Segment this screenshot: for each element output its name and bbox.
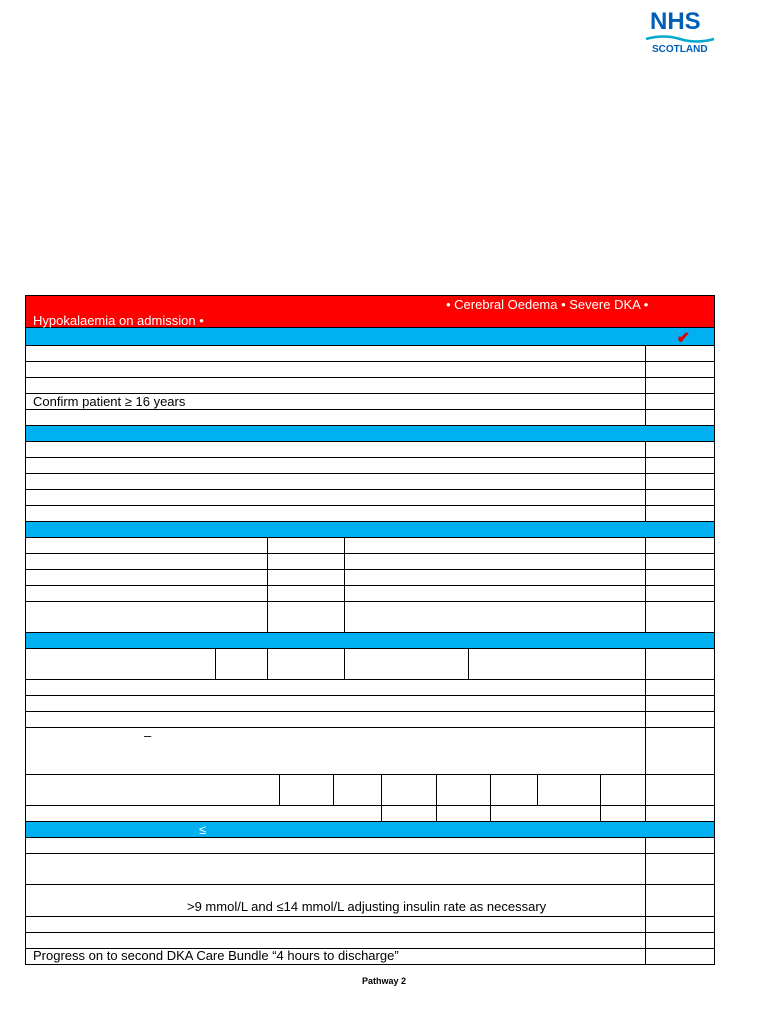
cell[interactable]	[344, 649, 345, 679]
check-cell[interactable]	[645, 917, 646, 932]
cell[interactable]	[436, 775, 437, 805]
check-cell[interactable]	[645, 602, 646, 632]
table-row	[25, 696, 715, 712]
check-cell[interactable]	[645, 806, 646, 821]
cell[interactable]	[381, 775, 382, 805]
table-row	[25, 570, 715, 586]
table-row	[25, 378, 715, 394]
check-cell[interactable]	[645, 378, 646, 393]
cell[interactable]	[279, 775, 280, 805]
check-cell[interactable]	[645, 442, 646, 457]
dash-text: –	[144, 728, 152, 743]
check-cell[interactable]	[645, 346, 646, 361]
page-footer: Pathway 2	[361, 976, 407, 986]
check-cell[interactable]	[645, 410, 646, 425]
table-row-confirm-age	[25, 394, 715, 410]
table-row	[25, 680, 715, 696]
table-row	[25, 602, 715, 633]
cell[interactable]	[600, 775, 601, 805]
cell[interactable]	[490, 806, 491, 821]
section-bar-1	[25, 328, 715, 346]
table-row	[25, 712, 715, 728]
table-row	[25, 506, 715, 522]
table-row	[25, 458, 715, 474]
check-cell[interactable]	[645, 933, 646, 948]
table-row	[25, 474, 715, 490]
check-cell[interactable]	[645, 362, 646, 377]
check-cell[interactable]	[645, 775, 646, 805]
cell[interactable]	[215, 649, 216, 679]
check-cell[interactable]	[645, 554, 646, 569]
cell[interactable]	[537, 775, 538, 805]
cell[interactable]	[490, 775, 491, 805]
check-cell[interactable]	[645, 649, 646, 679]
table-row	[25, 490, 715, 506]
section-bar-4	[25, 633, 715, 649]
section-bar-2	[25, 426, 715, 442]
check-cell[interactable]	[645, 490, 646, 505]
check-cell[interactable]	[645, 680, 646, 695]
check-cell[interactable]	[645, 570, 646, 585]
cell[interactable]	[267, 554, 268, 569]
table-row	[25, 728, 715, 775]
table-row	[25, 346, 715, 362]
table-row	[25, 362, 715, 378]
cell[interactable]	[344, 602, 345, 632]
glucose-target-text: >9 mmol/L and ≤14 mmol/L adjusting insulin rate as necessary	[187, 899, 547, 914]
table-row	[25, 442, 715, 458]
cell[interactable]	[436, 806, 437, 821]
cell[interactable]	[344, 570, 345, 585]
table-row	[25, 854, 715, 885]
cell[interactable]	[381, 806, 382, 821]
check-cell[interactable]	[645, 586, 646, 601]
table-row	[25, 538, 715, 554]
cell[interactable]	[344, 554, 345, 569]
check-cell[interactable]	[645, 854, 646, 884]
header-line-1: • Cerebral Oedema • Severe DKA •	[446, 297, 649, 312]
table-row	[25, 554, 715, 570]
dka-care-bundle-form	[25, 295, 715, 965]
check-cell[interactable]	[645, 728, 646, 774]
table-row	[25, 586, 715, 602]
check-cell[interactable]	[645, 458, 646, 473]
table-row	[25, 806, 715, 822]
tick-icon: ✔	[676, 330, 690, 347]
check-cell[interactable]	[645, 394, 646, 409]
table-row	[25, 917, 715, 933]
table-row	[25, 649, 715, 680]
cell[interactable]	[344, 538, 345, 553]
cell[interactable]	[600, 806, 601, 821]
header-bar	[25, 295, 715, 328]
nhs-scotland-logo	[636, 8, 726, 58]
cell[interactable]	[267, 570, 268, 585]
cell[interactable]	[267, 602, 268, 632]
table-row	[25, 838, 715, 854]
cell[interactable]	[468, 649, 469, 679]
check-cell[interactable]	[645, 712, 646, 727]
check-cell[interactable]	[645, 885, 646, 916]
table-row	[25, 410, 715, 426]
progress-text: Progress on to second DKA Care Bundle “4 hours to discharge”	[33, 948, 399, 963]
wave-icon	[644, 34, 716, 44]
table-row-progress	[25, 949, 715, 965]
table-row	[25, 775, 715, 806]
section-bar-5	[25, 822, 715, 838]
section-bar-3	[25, 522, 715, 538]
logo-scotland-text: SCOTLAND	[652, 44, 708, 55]
check-cell[interactable]	[645, 474, 646, 489]
cell[interactable]	[333, 775, 334, 805]
table-row	[25, 933, 715, 949]
leq-symbol: ≤	[199, 822, 207, 837]
table-row-glucose-target	[25, 885, 715, 917]
cell[interactable]	[267, 586, 268, 601]
check-cell[interactable]	[645, 696, 646, 711]
logo-nhs-text: NHS	[650, 8, 701, 35]
check-cell[interactable]	[645, 838, 646, 853]
cell[interactable]	[344, 586, 345, 601]
check-cell[interactable]	[645, 506, 646, 521]
check-cell[interactable]	[645, 949, 646, 964]
header-line-2: Hypokalaemia on admission •	[33, 313, 204, 328]
check-cell[interactable]	[645, 538, 646, 553]
confirm-age-text: Confirm patient ≥ 16 years	[33, 394, 186, 409]
cell[interactable]	[267, 649, 268, 679]
cell[interactable]	[267, 538, 268, 553]
